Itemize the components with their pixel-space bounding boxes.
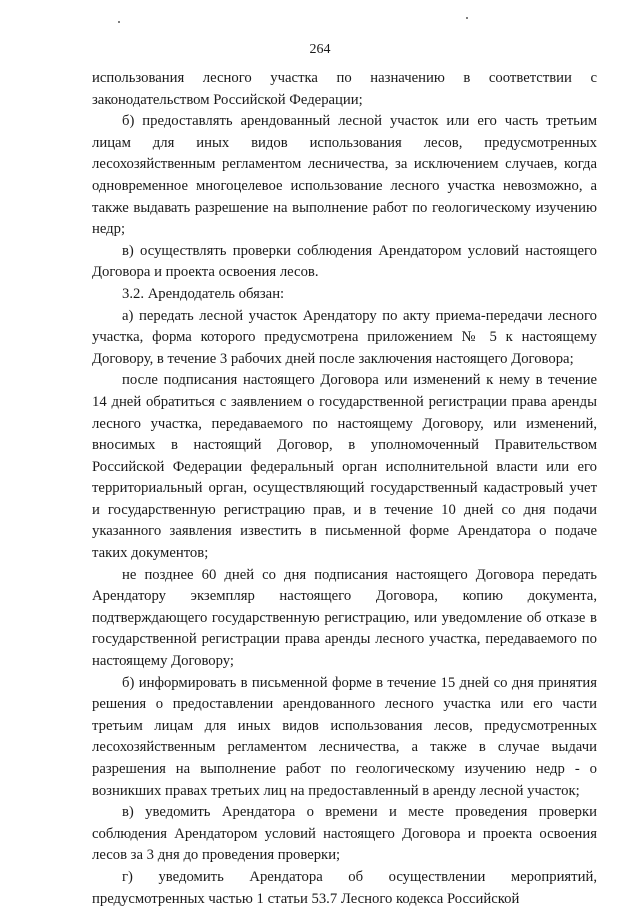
paragraph: в) осуществлять проверки соблюдения Арендатором условий настоящего Договора и проекта освоения лесов. bbox=[92, 242, 597, 281]
paragraph: в) уведомить Арендатора о времени и месте проведения проверки соблюдения Арендатором условий настоящего Договора и проекта освоения лесов за 3 дня до проведения проверки; bbox=[92, 804, 597, 864]
paragraph: не позднее 60 дней со дня подписания настоящего Договора передать Арендатору экземпляр настоящего Договора, копию документа, подтверждающего государственную регистрацию, или уведомление об отказе в государственной регистрации права аренды лесного участка, передаваемого по настоящему Договору; bbox=[92, 566, 597, 670]
paragraph: использования лесного участка по назначению в соответствии с законодательством Российской Федерации; bbox=[92, 70, 597, 108]
paragraph: б) предоставлять арендованный лесной участок или его часть третьим лицам для иных видов использования лесов, предусмотренных лесохозяйственным регламентом лесничества, за исключением случаев, когда одновременное многоцелевое использование лесного участка невозможно, а также выдавать разрешение на выполнение работ по геологическому изучению недр; bbox=[92, 113, 597, 238]
paragraph: после подписания настоящего Договора или изменений к нему в течение 14 дней обратиться с заявлением о государственной регистрации права аренды лесного участка, передаваемого по настоящему Договору, или изменений, вносимых в настоящий Договор, в уполномоченный Правительством Российской Федерации федеральный орган исполнительной власти или его территориальный орган, осуществляющий государственный кадастровый учет и государственную регистрацию прав, и в течение 10 дней со дня подачи указанного заявления известить в письменной форме Арендатора о подаче таких документов; bbox=[92, 372, 597, 562]
page-number: 264 bbox=[309, 42, 331, 57]
scan-speck bbox=[466, 17, 468, 19]
document-body bbox=[92, 68, 597, 910]
section-heading: 3.2. Арендодатель обязан: bbox=[122, 285, 285, 302]
paragraph: г) уведомить Арендатора об осуществлении мероприятий, предусмотренных частью 1 статьи 53.7 Лесного кодекса Российской bbox=[92, 868, 597, 907]
paragraph: б) информировать в письменной форме в течение 15 дней со дня принятия решения о предоставлении арендованного лесного участка или его части третьим лицам для иных видов использования лесов, предусмотренных лесохозяйственным регламентом лесничества, а также в случае выдачи разрешения на выполнение работ по геологическому изучению недр - о возникших правах третьих лиц на предоставленный в аренду лесной участок; bbox=[92, 674, 597, 799]
scan-speck bbox=[118, 21, 120, 23]
paragraph: а) передать лесной участок Арендатору по акту приема-передачи лесного участка, форма которого предусмотрена приложением № 5 к настоящему Договору, в течение 3 рабочих дней после заключения настоящего Договора; bbox=[92, 307, 597, 367]
